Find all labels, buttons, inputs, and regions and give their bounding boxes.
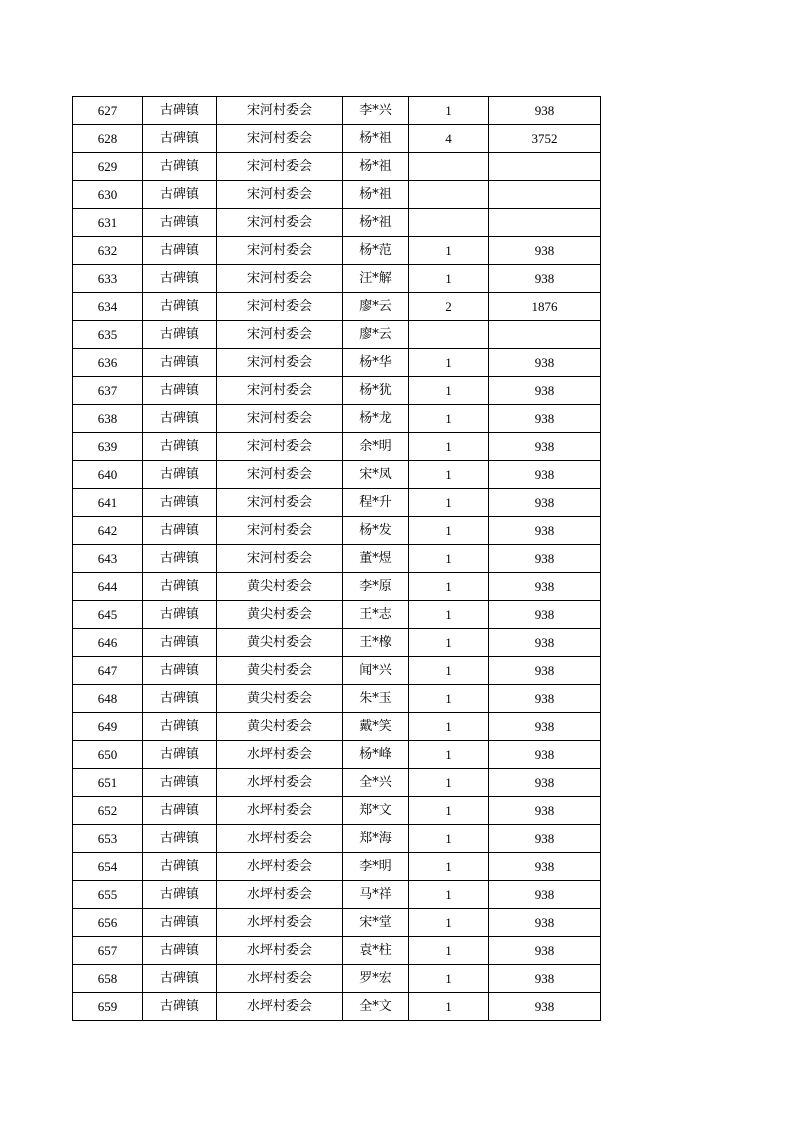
row-number-cell: 646 [73, 629, 143, 657]
count-cell: 1 [409, 265, 489, 293]
town-cell: 古碑镇 [143, 825, 217, 853]
town-cell: 古碑镇 [143, 181, 217, 209]
count-cell: 2 [409, 293, 489, 321]
town-cell: 古碑镇 [143, 601, 217, 629]
amount-cell [489, 181, 601, 209]
table-row [73, 517, 601, 545]
village-cell: 水坪村委会 [217, 797, 343, 825]
person-name-cell: 王*橡 [343, 629, 409, 657]
row-number-cell: 636 [73, 349, 143, 377]
amount-cell: 938 [489, 573, 601, 601]
row-number-cell: 634 [73, 293, 143, 321]
count-cell: 1 [409, 517, 489, 545]
village-cell: 黄尖村委会 [217, 573, 343, 601]
table-row [73, 881, 601, 909]
town-cell: 古碑镇 [143, 881, 217, 909]
row-number-cell: 645 [73, 601, 143, 629]
count-cell: 1 [409, 489, 489, 517]
town-cell: 古碑镇 [143, 209, 217, 237]
count-cell: 1 [409, 657, 489, 685]
person-name-cell: 郑*海 [343, 825, 409, 853]
amount-cell: 938 [489, 937, 601, 965]
person-name-cell: 杨*祖 [343, 153, 409, 181]
row-number-cell: 640 [73, 461, 143, 489]
town-cell: 古碑镇 [143, 433, 217, 461]
village-cell: 水坪村委会 [217, 741, 343, 769]
row-number-cell: 655 [73, 881, 143, 909]
person-name-cell: 杨*龙 [343, 405, 409, 433]
table-row [73, 797, 601, 825]
town-cell: 古碑镇 [143, 993, 217, 1021]
person-name-cell: 杨*祖 [343, 125, 409, 153]
row-number-cell: 641 [73, 489, 143, 517]
row-number-cell: 628 [73, 125, 143, 153]
amount-cell [489, 209, 601, 237]
village-cell: 宋河村委会 [217, 517, 343, 545]
person-name-cell: 罗*宏 [343, 965, 409, 993]
row-number-cell: 642 [73, 517, 143, 545]
person-name-cell: 朱*玉 [343, 685, 409, 713]
row-number-cell: 649 [73, 713, 143, 741]
person-name-cell: 宋*堂 [343, 909, 409, 937]
row-number-cell: 632 [73, 237, 143, 265]
village-cell: 水坪村委会 [217, 937, 343, 965]
person-name-cell: 李*兴 [343, 97, 409, 125]
count-cell: 1 [409, 629, 489, 657]
person-name-cell: 李*原 [343, 573, 409, 601]
amount-cell: 938 [489, 377, 601, 405]
town-cell: 古碑镇 [143, 769, 217, 797]
amount-cell: 938 [489, 769, 601, 797]
row-number-cell: 653 [73, 825, 143, 853]
table-row [73, 601, 601, 629]
village-cell: 宋河村委会 [217, 461, 343, 489]
table-row [73, 573, 601, 601]
person-name-cell: 杨*祖 [343, 209, 409, 237]
amount-cell: 938 [489, 853, 601, 881]
count-cell: 1 [409, 993, 489, 1021]
town-cell: 古碑镇 [143, 937, 217, 965]
village-cell: 宋河村委会 [217, 181, 343, 209]
town-cell: 古碑镇 [143, 685, 217, 713]
count-cell: 1 [409, 97, 489, 125]
village-cell: 宋河村委会 [217, 321, 343, 349]
table-row [73, 181, 601, 209]
count-cell: 1 [409, 461, 489, 489]
table-row [73, 433, 601, 461]
count-cell: 1 [409, 237, 489, 265]
table-row [73, 657, 601, 685]
amount-cell: 938 [489, 741, 601, 769]
count-cell [409, 321, 489, 349]
village-cell: 水坪村委会 [217, 853, 343, 881]
amount-cell: 938 [489, 517, 601, 545]
table-row [73, 293, 601, 321]
table-row [73, 265, 601, 293]
amount-cell: 938 [489, 629, 601, 657]
table-row [73, 909, 601, 937]
row-number-cell: 627 [73, 97, 143, 125]
count-cell: 1 [409, 573, 489, 601]
row-number-cell: 644 [73, 573, 143, 601]
table-row [73, 209, 601, 237]
town-cell: 古碑镇 [143, 713, 217, 741]
person-name-cell: 董*煜 [343, 545, 409, 573]
amount-cell: 938 [489, 713, 601, 741]
count-cell: 1 [409, 405, 489, 433]
town-cell: 古碑镇 [143, 517, 217, 545]
person-name-cell: 廖*云 [343, 293, 409, 321]
town-cell: 古碑镇 [143, 377, 217, 405]
amount-cell: 938 [489, 685, 601, 713]
roster-table [72, 96, 601, 1021]
amount-cell: 938 [489, 601, 601, 629]
row-number-cell: 631 [73, 209, 143, 237]
table-row [73, 153, 601, 181]
amount-cell: 938 [489, 797, 601, 825]
village-cell: 水坪村委会 [217, 769, 343, 797]
row-number-cell: 651 [73, 769, 143, 797]
table-row [73, 769, 601, 797]
count-cell: 1 [409, 825, 489, 853]
town-cell: 古碑镇 [143, 489, 217, 517]
amount-cell: 938 [489, 965, 601, 993]
count-cell [409, 209, 489, 237]
village-cell: 宋河村委会 [217, 265, 343, 293]
person-name-cell: 杨*犹 [343, 377, 409, 405]
amount-cell: 938 [489, 657, 601, 685]
row-number-cell: 643 [73, 545, 143, 573]
village-cell: 宋河村委会 [217, 433, 343, 461]
count-cell: 4 [409, 125, 489, 153]
town-cell: 古碑镇 [143, 657, 217, 685]
amount-cell: 938 [489, 881, 601, 909]
town-cell: 古碑镇 [143, 97, 217, 125]
row-number-cell: 637 [73, 377, 143, 405]
town-cell: 古碑镇 [143, 545, 217, 573]
town-cell: 古碑镇 [143, 629, 217, 657]
amount-cell: 938 [489, 265, 601, 293]
table-row [73, 853, 601, 881]
table-row [73, 321, 601, 349]
row-number-cell: 659 [73, 993, 143, 1021]
village-cell: 宋河村委会 [217, 237, 343, 265]
table-row [73, 741, 601, 769]
count-cell: 1 [409, 909, 489, 937]
village-cell: 宋河村委会 [217, 125, 343, 153]
town-cell: 古碑镇 [143, 349, 217, 377]
town-cell: 古碑镇 [143, 265, 217, 293]
village-cell: 黄尖村委会 [217, 601, 343, 629]
town-cell: 古碑镇 [143, 573, 217, 601]
table-row [73, 629, 601, 657]
town-cell: 古碑镇 [143, 405, 217, 433]
village-cell: 水坪村委会 [217, 909, 343, 937]
count-cell: 1 [409, 853, 489, 881]
village-cell: 水坪村委会 [217, 965, 343, 993]
row-number-cell: 648 [73, 685, 143, 713]
amount-cell: 938 [489, 825, 601, 853]
village-cell: 水坪村委会 [217, 881, 343, 909]
count-cell: 1 [409, 797, 489, 825]
table-row [73, 825, 601, 853]
table-row [73, 713, 601, 741]
village-cell: 宋河村委会 [217, 489, 343, 517]
table-row [73, 937, 601, 965]
table-row [73, 489, 601, 517]
row-number-cell: 654 [73, 853, 143, 881]
table-row [73, 461, 601, 489]
count-cell: 1 [409, 713, 489, 741]
count-cell: 1 [409, 601, 489, 629]
count-cell: 1 [409, 349, 489, 377]
person-name-cell: 全*兴 [343, 769, 409, 797]
village-cell: 黄尖村委会 [217, 657, 343, 685]
amount-cell: 938 [489, 993, 601, 1021]
person-name-cell: 戴*笑 [343, 713, 409, 741]
town-cell: 古碑镇 [143, 741, 217, 769]
table-row [73, 237, 601, 265]
count-cell: 1 [409, 685, 489, 713]
row-number-cell: 657 [73, 937, 143, 965]
table-row [73, 685, 601, 713]
count-cell: 1 [409, 937, 489, 965]
amount-cell: 1876 [489, 293, 601, 321]
count-cell: 1 [409, 769, 489, 797]
town-cell: 古碑镇 [143, 461, 217, 489]
person-name-cell: 汪*解 [343, 265, 409, 293]
table-row [73, 405, 601, 433]
amount-cell: 938 [489, 433, 601, 461]
person-name-cell: 余*明 [343, 433, 409, 461]
count-cell: 1 [409, 433, 489, 461]
row-number-cell: 630 [73, 181, 143, 209]
town-cell: 古碑镇 [143, 853, 217, 881]
row-number-cell: 633 [73, 265, 143, 293]
table-row [73, 125, 601, 153]
village-cell: 水坪村委会 [217, 825, 343, 853]
row-number-cell: 639 [73, 433, 143, 461]
person-name-cell: 杨*祖 [343, 181, 409, 209]
person-name-cell: 郑*文 [343, 797, 409, 825]
table-row [73, 377, 601, 405]
count-cell [409, 181, 489, 209]
row-number-cell: 629 [73, 153, 143, 181]
village-cell: 黄尖村委会 [217, 629, 343, 657]
row-number-cell: 635 [73, 321, 143, 349]
town-cell: 古碑镇 [143, 321, 217, 349]
village-cell: 水坪村委会 [217, 993, 343, 1021]
table-row [73, 545, 601, 573]
table-row [73, 349, 601, 377]
town-cell: 古碑镇 [143, 293, 217, 321]
amount-cell: 938 [489, 405, 601, 433]
count-cell: 1 [409, 881, 489, 909]
row-number-cell: 638 [73, 405, 143, 433]
amount-cell: 938 [489, 349, 601, 377]
person-name-cell: 王*志 [343, 601, 409, 629]
village-cell: 宋河村委会 [217, 209, 343, 237]
row-number-cell: 647 [73, 657, 143, 685]
village-cell: 宋河村委会 [217, 293, 343, 321]
count-cell: 1 [409, 545, 489, 573]
person-name-cell: 马*祥 [343, 881, 409, 909]
amount-cell: 938 [489, 489, 601, 517]
row-number-cell: 652 [73, 797, 143, 825]
town-cell: 古碑镇 [143, 153, 217, 181]
row-number-cell: 658 [73, 965, 143, 993]
person-name-cell: 杨*华 [343, 349, 409, 377]
village-cell: 宋河村委会 [217, 405, 343, 433]
village-cell: 黄尖村委会 [217, 685, 343, 713]
count-cell: 1 [409, 965, 489, 993]
person-name-cell: 全*文 [343, 993, 409, 1021]
village-cell: 宋河村委会 [217, 377, 343, 405]
town-cell: 古碑镇 [143, 125, 217, 153]
town-cell: 古碑镇 [143, 797, 217, 825]
table-row [73, 97, 601, 125]
village-cell: 黄尖村委会 [217, 713, 343, 741]
village-cell: 宋河村委会 [217, 97, 343, 125]
town-cell: 古碑镇 [143, 909, 217, 937]
person-name-cell: 杨*峰 [343, 741, 409, 769]
amount-cell [489, 153, 601, 181]
amount-cell: 3752 [489, 125, 601, 153]
count-cell: 1 [409, 741, 489, 769]
village-cell: 宋河村委会 [217, 545, 343, 573]
count-cell [409, 153, 489, 181]
town-cell: 古碑镇 [143, 965, 217, 993]
person-name-cell: 李*明 [343, 853, 409, 881]
person-name-cell: 宋*凤 [343, 461, 409, 489]
village-cell: 宋河村委会 [217, 153, 343, 181]
person-name-cell: 程*升 [343, 489, 409, 517]
person-name-cell: 闻*兴 [343, 657, 409, 685]
table-row [73, 965, 601, 993]
person-name-cell: 袁*柱 [343, 937, 409, 965]
person-name-cell: 杨*范 [343, 237, 409, 265]
person-name-cell: 杨*发 [343, 517, 409, 545]
amount-cell: 938 [489, 909, 601, 937]
town-cell: 古碑镇 [143, 237, 217, 265]
amount-cell [489, 321, 601, 349]
row-number-cell: 650 [73, 741, 143, 769]
amount-cell: 938 [489, 545, 601, 573]
person-name-cell: 廖*云 [343, 321, 409, 349]
roster-table-body [73, 97, 601, 1021]
row-number-cell: 656 [73, 909, 143, 937]
amount-cell: 938 [489, 461, 601, 489]
amount-cell: 938 [489, 237, 601, 265]
village-cell: 宋河村委会 [217, 349, 343, 377]
amount-cell: 938 [489, 97, 601, 125]
table-row [73, 993, 601, 1021]
count-cell: 1 [409, 377, 489, 405]
